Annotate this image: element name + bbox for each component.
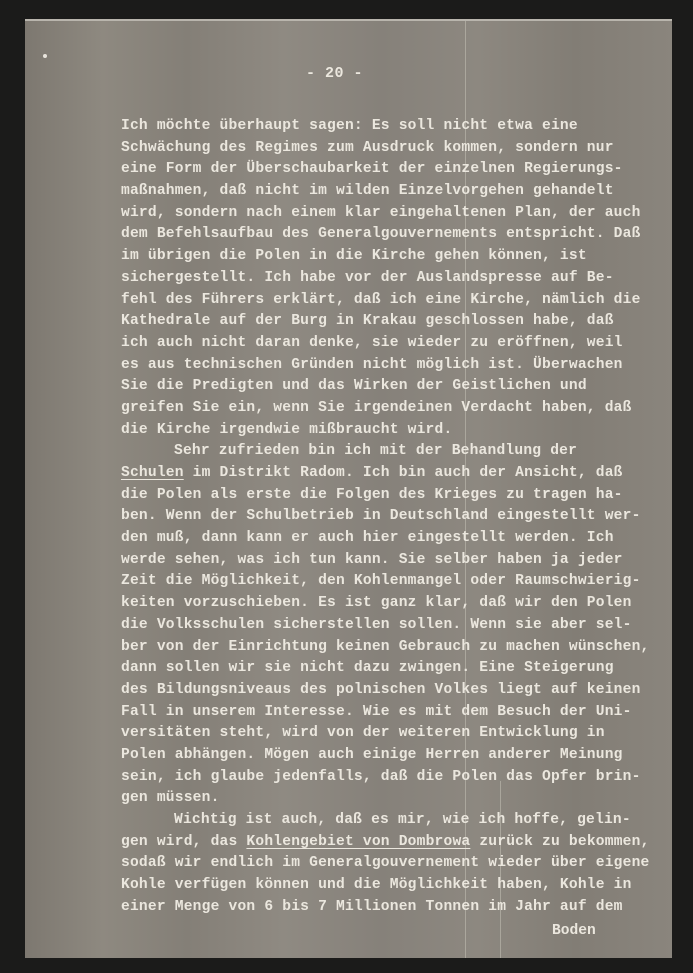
punch-mark — [43, 54, 47, 58]
text-line — [121, 550, 650, 572]
text-segment: ich auch nicht daran denke, sie wieder zu eröffnen, weil — [121, 334, 623, 351]
text-line — [121, 138, 650, 160]
text-segment: die Volksschulen sicherstellen sollen. Wenn sie aber sel- — [121, 616, 632, 633]
text-segment: zurück zu bekommen, — [470, 833, 650, 850]
text-line — [121, 832, 650, 854]
text-segment: Fall in unserem Interesse. Wie es mit dem Besuch der Uni- — [121, 703, 632, 720]
text-segment: gen müssen. — [121, 790, 220, 807]
text-line — [121, 333, 650, 355]
text-segment: die Polen als erste die Folgen des Krieges zu tragen ha- — [121, 486, 623, 503]
text-segment: fehl des Führers erklärt, daß ich eine Kirche, nämlich die — [121, 291, 641, 308]
text-segment: keiten vorzuschieben. Es ist ganz klar, daß wir den Polen — [121, 595, 632, 612]
text-line — [121, 224, 650, 246]
text-segment: maßnahmen, daß nicht im wilden Einzelvorgehen gehandelt — [121, 183, 614, 200]
text-line — [121, 246, 650, 268]
text-segment: eine Form der Überschaubarkeit der einzelnen Regierungs- — [121, 161, 623, 178]
underlined-text: Schulen — [121, 465, 184, 481]
text-segment: Polen abhängen. Mögen auch einige Herren anderer Meinung — [121, 746, 623, 763]
text-segment: sodaß wir endlich im Generalgouvernement wieder über eigene — [121, 855, 650, 872]
text-line — [121, 420, 650, 442]
text-segment: Ich möchte überhaupt sagen: Es soll nicht etwa eine — [121, 118, 578, 134]
text-segment: Wichtig ist auch, daß es mir, wie ich hoffe, gelin- — [174, 812, 631, 828]
text-line — [121, 506, 650, 528]
text-line — [121, 680, 650, 702]
text-segment: einer Menge von 6 bis 7 Millionen Tonnen im Jahr auf dem — [121, 898, 623, 915]
text-line — [121, 853, 650, 875]
text-segment: im übrigen die Polen in die Kirche gehen können, ist — [121, 248, 587, 265]
text-line — [121, 571, 650, 593]
text-line — [121, 810, 650, 832]
text-segment: wird, sondern nach einem klar eingehaltenen Plan, der auch — [121, 204, 641, 221]
text-line — [121, 181, 650, 203]
text-line — [121, 485, 650, 507]
text-segment: Kohle verfügen können und die Möglichkeit haben, Kohle in — [121, 877, 632, 894]
text-segment: greifen Sie ein, wenn Sie irgendeinen Verdacht haben, daß — [121, 399, 632, 416]
text-segment: ber von der Einrichtung keinen Gebrauch zu machen wünschen, — [121, 638, 650, 655]
text-line — [121, 897, 650, 919]
text-line — [121, 311, 650, 333]
text-segment: Kathedrale auf der Burg in Krakau geschlossen habe, daß — [121, 313, 614, 330]
text-segment: gen wird, das — [121, 833, 247, 850]
text-line — [121, 745, 650, 767]
text-line — [121, 702, 650, 724]
text-segment: Zeit die Möglichkeit, den Kohlenmangel oder Raumschwierig- — [121, 573, 641, 590]
text-line — [121, 615, 650, 637]
catchword: Boden — [552, 923, 596, 939]
text-segment: im Distrikt Radom. Ich bin auch der Ansicht, daß — [183, 465, 623, 481]
underlined-text: Kohlengebiet von Dombrowa — [246, 833, 471, 850]
text-line — [121, 875, 650, 897]
text-segment: werde sehen, was ich tun kann. Sie selber haben ja jeder — [121, 551, 623, 568]
text-segment: sein, ich glaube jedenfalls, daß die Polen das Opfer brin- — [121, 768, 641, 785]
text-line — [121, 593, 650, 615]
text-segment: sichergestellt. Ich habe vor der Auslandspresse auf Be- — [121, 269, 614, 286]
text-line — [121, 159, 650, 181]
text-segment: Sie die Predigten und das Wirken der Geistlichen und — [121, 378, 587, 395]
text-line — [121, 637, 650, 659]
text-line — [121, 463, 650, 485]
page-number: - 20 - — [305, 65, 363, 82]
text-line — [121, 398, 650, 420]
text-line — [121, 788, 650, 810]
text-segment: Sehr zufrieden bin ich mit der Behandlung der — [174, 443, 578, 460]
text-segment: den muß, dann kann er auch hier eingestellt werden. Ich — [121, 530, 614, 547]
text-line — [121, 528, 650, 550]
text-line — [121, 441, 650, 463]
text-line — [121, 355, 650, 377]
document-page — [25, 19, 672, 958]
text-segment: ben. Wenn der Schulbetrieb in Deutschland eingestellt wer- — [121, 508, 641, 525]
text-line — [121, 290, 650, 312]
text-line — [121, 376, 650, 398]
text-segment: es aus technischen Gründen nicht möglich ist. Überwachen — [121, 356, 623, 373]
text-segment: versitäten steht, wird von der weiteren Entwicklung in — [121, 725, 605, 742]
text-segment: des Bildungsniveaus des polnischen Volkes liegt auf keinen — [121, 681, 641, 698]
text-segment: die Kirche irgendwie mißbraucht wird. — [121, 421, 453, 438]
text-line — [121, 723, 650, 745]
text-line — [121, 658, 650, 680]
text-line — [121, 203, 650, 225]
document-body — [121, 116, 650, 918]
text-line — [121, 268, 650, 290]
text-segment: dem Befehlsaufbau des Generalgouvernements entspricht. Daß — [121, 226, 641, 243]
text-line — [121, 767, 650, 789]
text-segment: Schwächung des Regimes zum Ausdruck kommen, sondern nur — [121, 139, 614, 156]
text-segment: dann sollen wir sie nicht dazu zwingen. Eine Steigerung — [121, 660, 614, 677]
text-line — [121, 116, 650, 138]
